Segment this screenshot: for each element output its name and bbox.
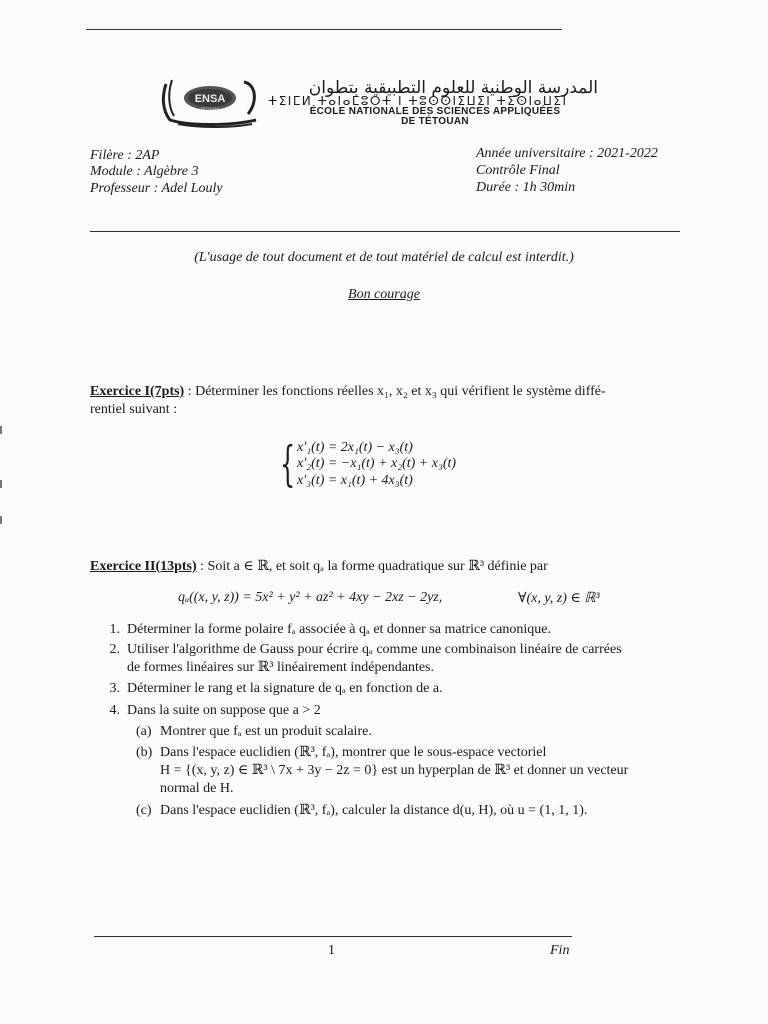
subitem-b-text-cont: H = {(x, y, z) ∈ ℝ³ \ 7x + 3y − 2z = 0} est un hyperplan de ℝ³ et donner un vecteur bbox=[160, 763, 629, 778]
item-2-text-cont: de formes linéaires sur ℝ³ linéairement indépendantes. bbox=[127, 660, 435, 675]
quadratic-form-quantifier: ∀(x, y, z) ∈ ℝ³ bbox=[518, 591, 600, 606]
header-rule bbox=[90, 231, 680, 232]
item-1-number: 1. bbox=[109, 622, 120, 637]
system-equation-3: x′₃(t) = x₁(t) + 4x₃(t) bbox=[297, 473, 413, 488]
item-4-text: Dans la suite on suppose que a > 2 bbox=[127, 703, 321, 718]
system-brace: { bbox=[280, 436, 296, 492]
good-luck-text: Bon courage bbox=[348, 287, 420, 302]
item-3-text: Déterminer le rang et la signature de qₐ en fonction de a. bbox=[127, 681, 443, 696]
quadratic-form-formula: qₐ((x, y, z)) = 5x² + y² + az² + 4xy − 2xz − 2yz, bbox=[178, 590, 443, 605]
subitem-a-label: (a) bbox=[136, 724, 152, 739]
exercise-1-intro bbox=[90, 383, 606, 401]
item-2-text: Utiliser l'algorithme de Gauss pour écrire qₐ comme une combinaison linéaire de carrées bbox=[127, 642, 622, 657]
school-name-french-line1: ÉCOLE NATIONALE DES SCIENCES APPLIQUÉES bbox=[309, 106, 561, 117]
exam-notice: (L'usage de tout document et de tout matériel de calcul est interdit.) bbox=[194, 250, 574, 265]
item-1-text: Déterminer la forme polaire fₐ associée à qₐ et donner sa matrice canonique. bbox=[127, 622, 551, 637]
scan-mark bbox=[0, 516, 2, 524]
subitem-b-text-cont2: normal de H. bbox=[160, 781, 234, 796]
subitem-c-label: (c) bbox=[136, 803, 152, 818]
footer-rule bbox=[94, 936, 572, 937]
system-equation-2: x′₂(t) = −x₁(t) + x₂(t) + x₃(t) bbox=[297, 456, 457, 471]
system-equation-1: x′₁(t) = 2x₁(t) − x₃(t) bbox=[297, 440, 413, 455]
exercise-2-statement: : Soit a ∈ ℝ, et soit qₐ la forme quadratique sur ℝ³ définie par bbox=[196, 559, 548, 574]
school-name-tifinagh: ⵜⵉⵏⵎⵍ ⵜⴰⵏⴰⵎⵓⵔⵜ ⵏ ⵜⵓⵙⵙⵏⵉⵡⵉⵏ ⵜⵉⵙⵏⴰⵡⵉⵏ bbox=[268, 94, 568, 108]
item-4-number: 4. bbox=[109, 703, 120, 718]
subitem-b-label: (b) bbox=[136, 745, 153, 760]
professor-label: Professeur : Adel Louly bbox=[90, 181, 223, 196]
subitem-b-text: Dans l'espace euclidien (ℝ³, fₐ), montrer que le sous-espace vectoriel bbox=[160, 745, 547, 760]
filiere-label: Filère : 2AP bbox=[90, 148, 160, 163]
duration-label: Durée : 1h 30min bbox=[476, 180, 576, 195]
exercise-1-statement-cont: rentiel suivant : bbox=[90, 402, 178, 417]
school-name-french-line2: DE TÉTOUAN bbox=[401, 116, 469, 127]
exercise-2-title: Exercice II(13pts) bbox=[90, 559, 197, 574]
item-3-number: 3. bbox=[109, 681, 120, 696]
academic-year-label: Année universitaire : 2021-2022 bbox=[476, 146, 658, 161]
end-label: Fin bbox=[550, 943, 570, 958]
page-number: 1 bbox=[328, 943, 335, 958]
subitem-c-text: Dans l'espace euclidien (ℝ³, fₐ), calculer la distance d(u, H), où u = (1, 1, 1). bbox=[160, 803, 588, 818]
scan-mark bbox=[0, 426, 2, 434]
exercise-2-intro bbox=[90, 558, 548, 576]
school-name-arabic: المدرسة الوطنية للعلوم التطبيقية بتطوان bbox=[308, 78, 598, 98]
item-2-number: 2. bbox=[109, 642, 120, 657]
exam-type-label: Contrôle Final bbox=[476, 163, 560, 178]
logo-subtext: TETOUAN bbox=[200, 106, 220, 111]
ensa-logo-icon bbox=[160, 76, 264, 128]
module-label: Module : Algèbre 3 bbox=[90, 164, 199, 179]
top-rule bbox=[86, 29, 562, 30]
subitem-a-text: Montrer que fₐ est un produit scalaire. bbox=[160, 724, 372, 739]
logo-text: ENSA bbox=[194, 93, 226, 105]
exercise-1-title: Exercice I(7pts) bbox=[90, 384, 185, 399]
scan-mark bbox=[0, 480, 2, 488]
exercise-1-statement: : Déterminer les fonctions réelles x₁, x₂ et x₃ qui vérifient le système diffé- bbox=[184, 384, 606, 399]
